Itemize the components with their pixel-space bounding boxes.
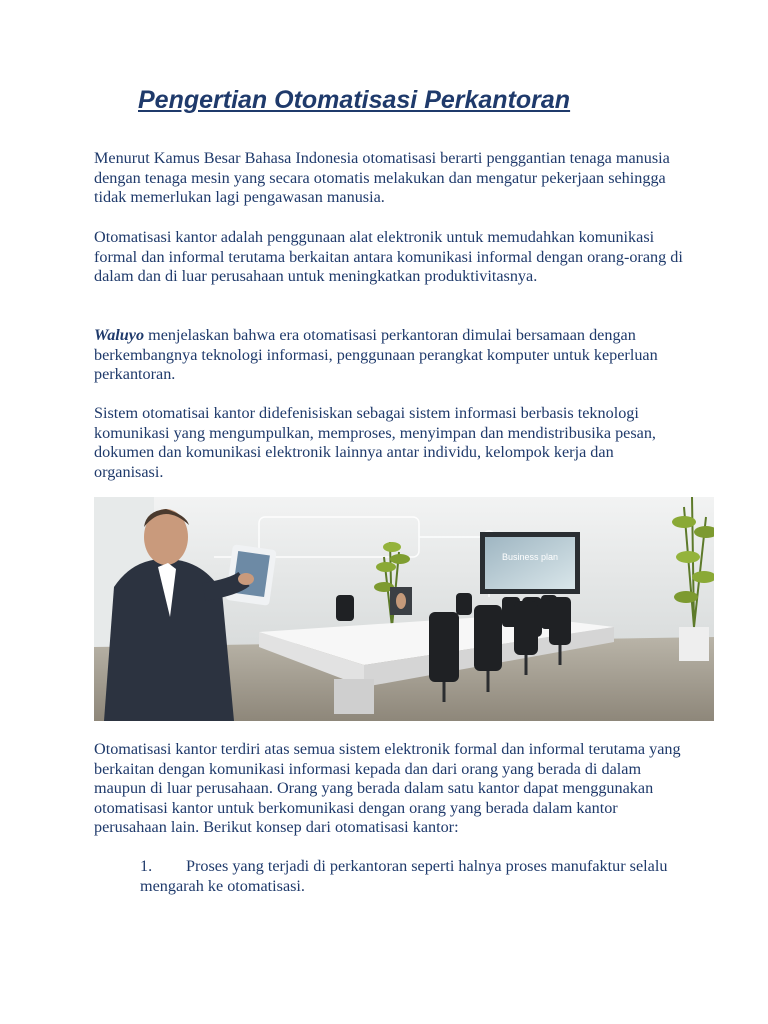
paragraph-system-definition: Sistem otomatisai kantor didefenisiskan sebagai sistem informasi berbasis teknologi komunikasi yang mengumpulkan, memproses, menyimpan dan mendistribusika pesan, dokumen dan komunikasi elektronik lainnya antar individu, kelompok kerja dan organisasi.	[94, 404, 656, 481]
paragraph-office-automation: Otomatisasi kantor adalah penggunaan alat elektronik untuk memudahkan komunikasi formal dan informal terutama berkaitan antara komunikasi informal dengan orang-orang di dalam dan di luar perusahaan untuk meningkatkan produktivitasnya.	[94, 228, 683, 285]
paragraph-definition: Menurut Kamus Besar Bahasa Indonesia otomatisasi berarti penggantian tenaga manusia dengan tenaga mesin yang secara otomatis melakukan dan mengatur pekerjaan sehingga tidak memerlukan lagi pengawasan manusia.	[94, 149, 670, 206]
office-illustration	[94, 497, 714, 721]
list-item	[140, 857, 680, 896]
author-name: Waluyo	[94, 326, 145, 344]
list-number: 1.	[140, 857, 153, 875]
office-meeting-photo	[94, 497, 714, 721]
paragraph-waluyo	[94, 326, 684, 385]
page-title: Pengertian Otomatisasi Perkantoran	[138, 86, 571, 114]
list-text: Proses yang terjadi di perkantoran seperti halnya proses manufaktur selalu mengarah ke otomatisasi.	[140, 857, 668, 895]
paragraph-waluyo-text: menjelaskan bahwa era otomatisasi perkantoran dimulai bersamaan dengan berkembangnya teknologi informasi, penggunaan perangkat komputer untuk keperluan perkantoran.	[94, 326, 658, 383]
paragraph-office-automation-scope: Otomatisasi kantor terdiri atas semua sistem elektronik formal dan informal terutama yang berkaitan dengan komunikasi informasi kepada dan dari orang yang berada di dalam maupun di luar perusahaan. Orang yang berada dalam satu kantor dapat menggunakan otomatisasi kantor untuk berkomunikasi dengan orang yang berada dalam kantor perusahaan lain. Berikut konsep dari otomatisasi kantor:	[94, 740, 681, 836]
screen-text: Business plan	[501, 552, 559, 562]
